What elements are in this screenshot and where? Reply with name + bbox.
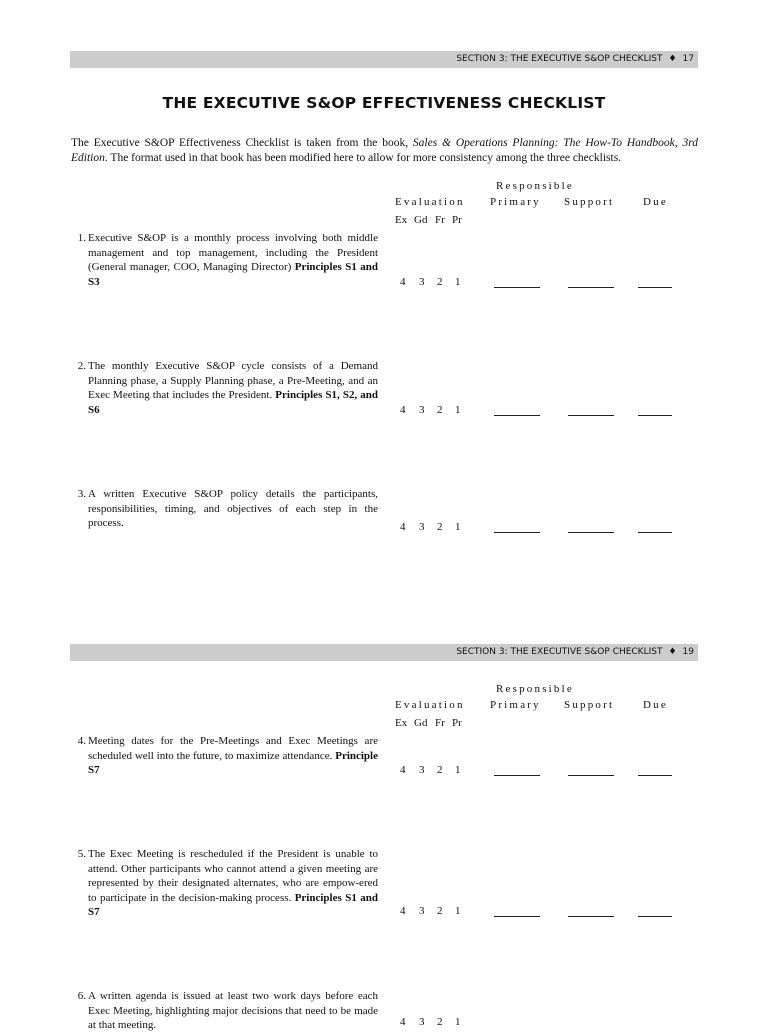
- support-blank[interactable]: [568, 532, 614, 533]
- intro-text: The Executive S&OP Effectiveness Checklist is taken from the book,: [71, 137, 413, 149]
- item-text: [88, 847, 378, 920]
- due-blank[interactable]: [638, 415, 672, 416]
- due-blank[interactable]: [638, 775, 672, 776]
- header-section: SECTION 3: THE EXECUTIVE S&OP CHECKLIST: [456, 54, 663, 64]
- intro-text-end: . The format used in that book has been modified here to allow for more consistency among the three checklists.: [104, 152, 622, 164]
- score-pr[interactable]: 1: [455, 905, 461, 917]
- pr-header: Pr: [452, 717, 462, 729]
- item-text: [88, 487, 378, 531]
- item-principles: Principle S7: [88, 749, 378, 776]
- primary-blank[interactable]: [494, 775, 540, 776]
- score-ex[interactable]: 4: [400, 404, 406, 416]
- item-number: 3.: [77, 488, 86, 500]
- header-section: SECTION 3: THE EXECUTIVE S&OP CHECKLIST: [456, 647, 663, 657]
- score-fr[interactable]: 2: [437, 404, 443, 416]
- gd-header: Gd: [414, 717, 428, 729]
- item-body: The Exec Meeting is rescheduled if the President is unable to attend. Other participants who cannot attend a given meeting are represented by their designated alternates, who are empow-ered to participate in the decision-making process.: [88, 848, 378, 904]
- primary-blank[interactable]: [494, 287, 540, 288]
- due-header: Due: [643, 699, 668, 711]
- item-text: [88, 231, 378, 289]
- score-pr[interactable]: 1: [455, 276, 461, 288]
- score-gd[interactable]: 3: [419, 521, 425, 533]
- score-pr[interactable]: 1: [455, 404, 461, 416]
- primary-blank[interactable]: [494, 916, 540, 917]
- score-gd[interactable]: 3: [419, 404, 425, 416]
- item-number: 5.: [77, 848, 86, 860]
- item-body: Executive S&OP is a monthly process involving both middle management and top management, including the President (General manager, COO, Managing Director): [88, 232, 378, 273]
- page-19: [0, 630, 768, 1031]
- book-title: Sales & Operations Planning: The How-To Handbook, 3rd Edition: [71, 137, 699, 164]
- item-body: The monthly Executive S&OP cycle consists of a Demand Planning phase, a Supply Planning phase, a Pre-Meeting, and an Exec Meeting that includes the President.: [88, 360, 378, 401]
- evaluation-header: Evaluation: [395, 196, 465, 208]
- item-number: 4.: [77, 735, 86, 747]
- due-blank[interactable]: [638, 287, 672, 288]
- due-header: Due: [643, 196, 668, 208]
- fr-header: Fr: [435, 214, 445, 226]
- score-ex[interactable]: 4: [400, 905, 406, 917]
- diamond-icon: ♦: [668, 54, 677, 64]
- item-text: [88, 989, 378, 1033]
- primary-blank[interactable]: [494, 532, 540, 533]
- score-fr[interactable]: 2: [437, 276, 443, 288]
- item-body: Meeting dates for the Pre-Meetings and Exec Meetings are scheduled well into the future, to maximize attendance.: [88, 735, 378, 762]
- support-blank[interactable]: [568, 415, 614, 416]
- checklist-item: [70, 847, 378, 920]
- pr-header: Pr: [452, 214, 462, 226]
- intro-paragraph: [71, 136, 698, 166]
- checklist-item: [70, 989, 378, 1033]
- checklist-item: [70, 487, 378, 531]
- score-ex[interactable]: 4: [400, 1016, 406, 1028]
- running-header: [70, 51, 698, 68]
- score-fr[interactable]: 2: [437, 521, 443, 533]
- due-blank[interactable]: [638, 916, 672, 917]
- responsible-header: Responsible: [496, 180, 574, 192]
- score-ex[interactable]: 4: [400, 276, 406, 288]
- primary-blank[interactable]: [494, 415, 540, 416]
- item-number: 2.: [77, 360, 86, 372]
- support-header: Support: [564, 699, 615, 711]
- responsible-header: Responsible: [496, 683, 574, 695]
- score-pr[interactable]: 1: [455, 521, 461, 533]
- primary-header: Primary: [490, 699, 541, 711]
- page-title: THE EXECUTIVE S&OP EFFECTIVENESS CHECKLIST: [162, 94, 606, 112]
- score-gd[interactable]: 3: [419, 905, 425, 917]
- item-body: A written Executive S&OP policy details the participants, responsibilities, timing, and objectives of each step in the process.: [88, 488, 378, 529]
- score-fr[interactable]: 2: [437, 764, 443, 776]
- page-number: 17: [682, 54, 694, 64]
- support-header: Support: [564, 196, 615, 208]
- evaluation-header: Evaluation: [395, 699, 465, 711]
- checklist-item: [70, 359, 378, 417]
- page-number: 19: [682, 647, 694, 657]
- running-header: [70, 644, 698, 661]
- score-ex[interactable]: 4: [400, 764, 406, 776]
- support-blank[interactable]: [568, 287, 614, 288]
- score-gd[interactable]: 3: [419, 1016, 425, 1028]
- ex-header: Ex: [395, 717, 408, 729]
- primary-header: Primary: [490, 196, 541, 208]
- item-text: [88, 359, 378, 417]
- score-gd[interactable]: 3: [419, 276, 425, 288]
- item-text: [88, 734, 378, 778]
- diamond-icon: ♦: [668, 647, 677, 657]
- score-pr[interactable]: 1: [455, 764, 461, 776]
- checklist-item: [70, 734, 378, 778]
- due-blank[interactable]: [638, 532, 672, 533]
- item-number: 6.: [77, 990, 86, 1002]
- item-principles: Principles S1 and S3: [88, 261, 378, 288]
- score-ex[interactable]: 4: [400, 521, 406, 533]
- item-principles: Principles S1, S2, and S6: [88, 389, 379, 416]
- gd-header: Gd: [414, 214, 428, 226]
- score-fr[interactable]: 2: [437, 1016, 443, 1028]
- support-blank[interactable]: [568, 775, 614, 776]
- score-gd[interactable]: 3: [419, 764, 425, 776]
- item-body: A written agenda is issued at least two work days before each Exec Meeting, highlighting major decisions that need to be made at that meeting.: [88, 990, 378, 1031]
- ex-header: Ex: [395, 214, 408, 226]
- score-pr[interactable]: 1: [455, 1016, 461, 1028]
- score-fr[interactable]: 2: [437, 905, 443, 917]
- item-number: 1.: [77, 232, 86, 244]
- fr-header: Fr: [435, 717, 445, 729]
- checklist-item: [70, 231, 378, 289]
- item-principles: Principles S1 and S7: [88, 891, 378, 918]
- support-blank[interactable]: [568, 916, 614, 917]
